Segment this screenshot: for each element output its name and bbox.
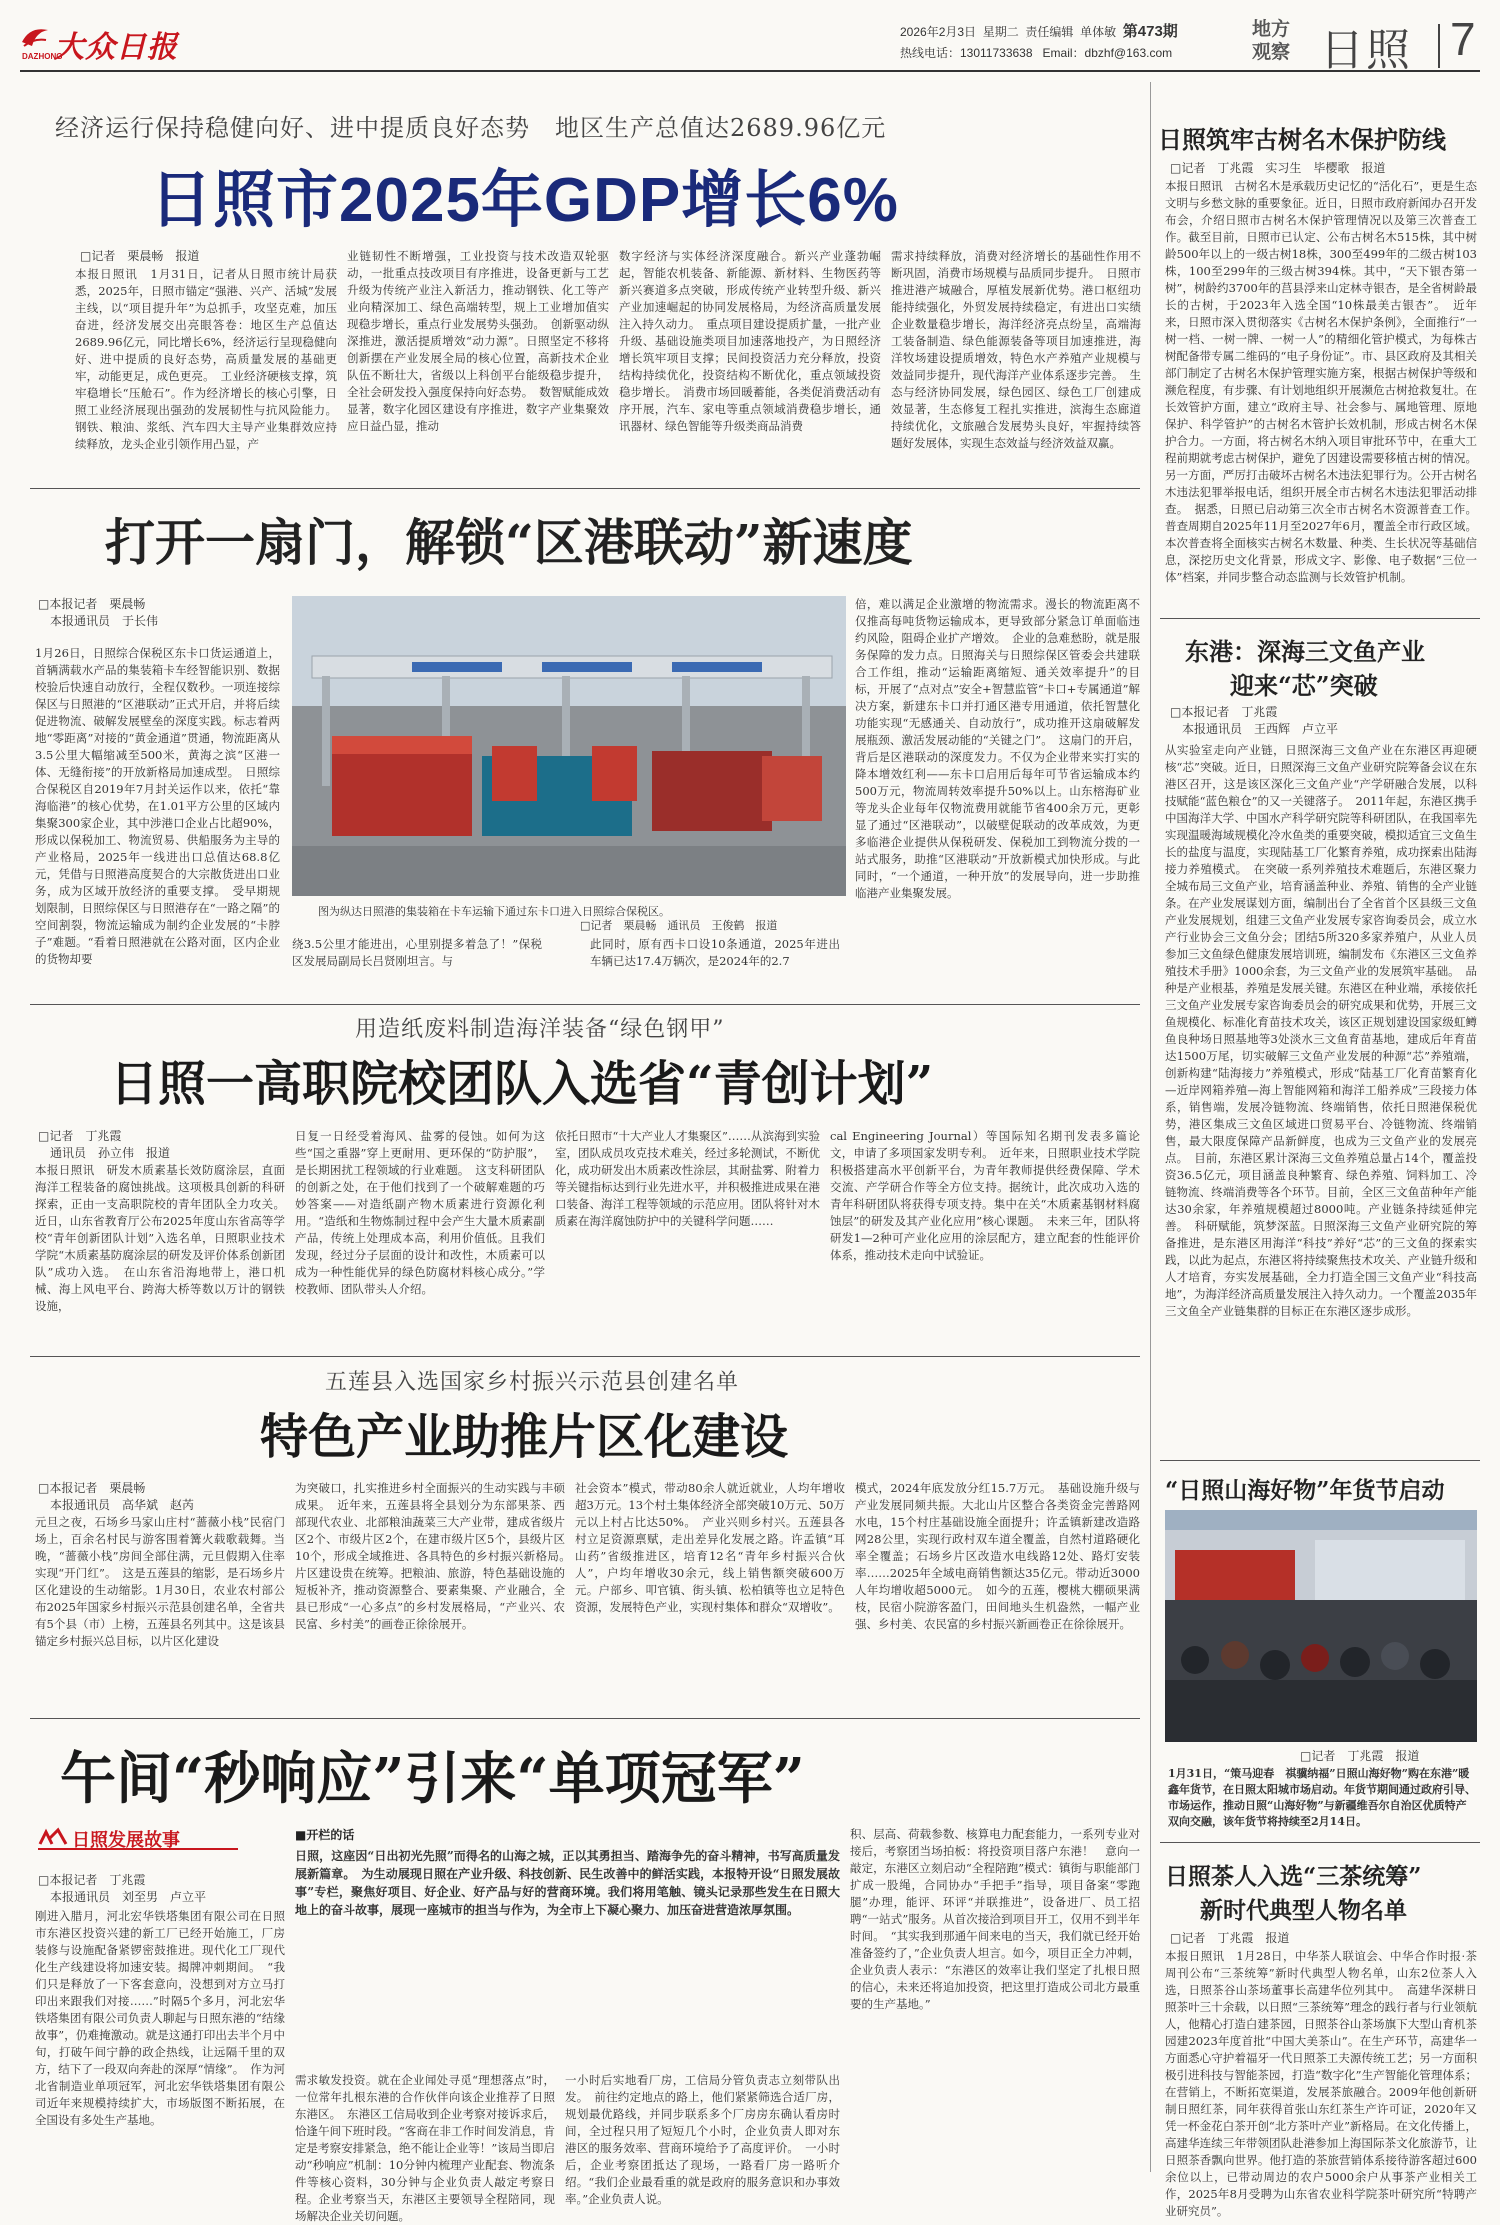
section-rule <box>30 1004 1140 1005</box>
article-body-col: 本报日照讯 研发木质素基长效防腐涂层，直面海洋工程装备的腐蚀挑战。这项极具创新的科研探索，正由一支高职院校的青年团队全力攻关。近日，山东省教育厅公布2025年度山东省高等学校“青年创新团队计划”入选名单，日照职业技术学院“木质素基防腐涂层的研发及评价体系创新团队”成功入选。 在山东省沿海地带上，港口机械、海上风电平台、跨海大桥等数以万计的钢铁设施， <box>35 1163 285 1313</box>
photo-new-year-fair <box>1165 1510 1477 1742</box>
article-body-col: 为突破口，扎实推进乡村全面振兴的生动实践与丰硕成果。 近年来，五莲县将全县划分为东部果茶、西部现代农业、北部粮油蔬菜三大产业带，建成省级片区2个、市级片区2个，在建市级片区5个，县级片区10个，形成全域推进、各具特色的乡村振兴新格局。 片区建设贵在统筹。把粮油、旅游，特色基础设施的短板补齐，推动资源整合、要素集聚、产业融合，全县已形成“一心多点”的乡村发展格局，“产业兴、农民富、乡村美”的画卷正徐徐展开。 <box>295 1481 577 1631</box>
article-body-col: 日复一日经受着海风、盐雾的侵蚀。如何为这些“国之重器”穿上更耐用、更环保的“防护服”，是长期困扰工程领域的行业难题。 这支科研团队的创新之处，在于他们找到了一个破解难题的巧妙答案——对造纸副产物木质素进行资源化利用。“造纸和生物炼制过程中会产生大量木质素副产品，传统上处理成本高，利用价值低。且我们发现，经过分子层面的设计和改性，木质素可以成为一种性能优异的绿色防腐材料核心成分。”学校教师、团队带头人介绍。 <box>295 1129 545 1296</box>
sidebar-byline: □本报记者 丁兆霞 本报通讯员 王西辉 卢立平 <box>1170 705 1339 736</box>
article-body-col: 1月26日，日照综合保税区东卡口货运通道上，首辆满载水产品的集装箱卡车经智能识别、数据校验后快速自动放行，全程仅数秒。一项连接综保区与日照港的“区港联动”正式开启，并将后续促进物流、破解发展壁垒的深度实践。标志着两地“零距离”对接的“黄金通道”贯通，物流距离从3.5公里大幅缩减至500米，黄海之滨“区港一体、无缝衔接”的开放新格局加速成型。 日照综合保税区自2019年7月封关运作以来，依托“靠海临港”的核心优势，在1.01平方公里的区域内集聚300家企业，其中涉港口企业占比超90%，形成以保税加工、物流贸易、供船服务为主导的产业格局，2025年一线进出口总值达68.8亿元，凭借与日照港高度契合的大宗散货进出口业务，成为区域开放经济的重要支撑。 受早期规划限制，日照综保区与日照港存在“一路之隔”的空间割裂，物流运输成为制约企业发展的“卡脖子”难题。“看着日照港就在公路对面，区内企业的货物却要 <box>35 646 280 966</box>
sidebar-headline: “日照山海好物”年货节启动 <box>1165 1477 1445 1504</box>
article-kicker: 经济运行保持稳健向好、进中提质良好态势 地区生产总值达2689.96亿元 <box>55 114 887 142</box>
new-year-fair-photo <box>1165 1510 1477 1742</box>
article-body-col: 元旦之夜，石场乡马家山庄村“蔷薇小栈”民宿门场上，百余名村民与游客围着篝火载歌载舞。当晚，“蔷薇小栈”房间全部住满，元旦假期入住率实现“开门红”。 这是五莲县的缩影，是石场乡片区化建设的生动缩影。1月30日，农业农村部公布2025年国家乡村振兴示范县创建名单，全省共有5个县（市）上榜，五莲县名列其中。这是该县锚定乡村振兴总目标，以片区化建设 <box>35 1515 285 1648</box>
sidebar-body: 本报日照讯 1月28日，中华茶人联谊会、中华合作时报·茶周刊公布“三茶统筹”新时代典型人物名单，山东2位茶人入选，日照茶谷山茶场董事长高建华位列其中。 高建华深耕日照茶叶三十余载，以日照“三茶统筹”理念的践行者与行业领航人，他精心打造白建茶园，日照茶谷山茶场旗下大型山育机茶园建2023年度首批“中国大美茶山”。在生产环节，高建华一方面悉心守护着福牙一代日照茶工夫源传统工艺；另一方面积极引进科技与智能茶园，打造“数字化”生产智能化管理体系；在营销上，不断拓宽渠道，发展茶旅融合。2009年他创新研制日照红茶，同年获得首张山东红茶生产许可证，2020年又凭一杯金花白茶开创“北方茶叶产业”新格局。在文化传播上，高建华连续三年带领团队赴港参加上海国际茶文化旅游节，让日照茶香飘向世界。他打造的茶旅营销体系接待游客超过600余位以上，已带动周边的农户5000余户从事茶产业相关工作，2025年8月受聘为山东省农业科学院茶叶研究所“特聘产业研究员”。 <box>1165 1949 1477 2218</box>
article-body-col: 一小时后实地看厂房，工信局分管负责志立刻带队出发。 前往约定地点的路上，他们紧紧筛选合适厂房，规划最优路线，并同步联系多个厂房房东确认看房时间，全过程只用了短短几个小时，企业负责人即对东港区的服务效率、营商环境给予了高度评价。 一小时后，企业考察团抵达了现场，一路看厂房一路听介绍。“我们企业最看重的就是政府的服务意识和办事效率。”企业负责人说。 <box>565 2073 840 2206</box>
article-body-col: 模式，2024年底发放分红15.7万元。 基础设施升级与产业发展同频共振。大北山片区整合各类资金完善路网水电，15个村庄基础设施全面提升；许孟镇新建改造路网28公里，实现行政村双车道全覆盖，自然村道路硬化率全覆盖；石场乡片区改造水电线路12处、路灯安装率……2025年全域电商销售额达35亿元。带动近3000人年均增收超5000元。 如今的五莲，樱桃大棚硕果满枝，民宿小院游客盈门，田间地头生机盎然，一幅产业强、乡村美、农民富的乡村振兴新画卷正在徐徐展开。 <box>855 1481 1140 1631</box>
editor-note-box: ■开栏的话 日照，这座因“日出初光先照”而得名的山海之城，正以其勇担当、踏海争先的奋斗精神，书写高质量发展新篇章。 为生动展现日照在产业升级、科技创新、民生改善中的鲜活实践，本报特开设“日照发展故事”专栏，聚焦好项目、好企业、好产品与好的营商环境。我们将用笔触、镜头记录那些发生在日照大地上的奋斗故事，展现一座城市的担当与作为，为全市上下凝心聚力、加压奋进营造浓厚氛围。 <box>295 1828 840 1917</box>
photo-caption: 图为纵达日照港的集装箱在卡车运输下通过东卡口进入日照综合保税区。 <box>318 905 670 918</box>
article-body-col: cal Engineering Journal）等国际知名期刊发表多篇论文，申请了多项国家发明专利。 近年来，日照职业技术学院积极搭建高水平创新平台，为青年教师提供经费保障、学术交流、产学研合作等全方位支持。据统计，此次成功入选的青年科研团队将获得专项支持。集中在关“木质素基钢材料腐蚀层”的研发及其产业化应用”核心课题。 未来三年，团队将研发1—2种可产业化应用的涂层配方，建立配套的性能评价体系，推动技术走向中试验证。 <box>830 1129 1140 1262</box>
article-headline: 日照市2025年GDP增长6% <box>150 166 899 235</box>
article-kicker: 用造纸废料制造海洋装备“绿色钢甲” <box>355 1017 725 1042</box>
article-byline: □本报记者 丁兆霞 本报通讯员 刘至男 卢立平 <box>38 1873 207 1904</box>
article-headline: 特色产业助推片区化建设 <box>260 1409 789 1465</box>
newspaper-logo: 大众日报 DAZHONG <box>20 20 180 66</box>
article-body-col: 需求敏发投资。就在企业闻处寻觅“理想落点”时，一位常年扎根东港的合作伙伴向该企业推荐了日照东港区。 东港区工信局收到企业考察对接诉求后，恰逢午间下班时段。“客商在非工作时间发消息，肯定是考察安排紧急，绝不能让企业等！”该局当即启动“秒响应”机制：10分钟内梳理产业配套、物流条件等核心资料，30分钟与企业负责人敲定考察日程。企业考察当天，东港区主要领导全程陪同，现场解决企业关切问题。 <box>295 2073 555 2223</box>
sidebar-body: 从实验室走向产业链，日照深海三文鱼产业在东港区再迎硬核“芯”突破。近日，日照深海三文鱼产业研究院筹备会议在东港区召开，这是该区深化三文鱼产业“产学研融合发展，以科技赋能“蓝色粮仓”的又一关键落子。 2011年起，东港区携手中国海洋大学、中国水产科学研究院等科研团队，在我国率先实现温暖海域规模化冷水鱼类的重要突破，模拟适宜三文鱼生长的盐度与温度，实现陆基工厂化繁育养殖，成功探索出陆海接力养殖模式。 在突破一系列养殖技术难题后，东港区聚力全城布局三文鱼产业，培育涵盖种业、养殖、销售的全产业链条。在产业发展谋划方面，编制出台了全省首个区县级三文鱼产业发展规划，组建三文鱼产业发展专家咨询委员会，成立水产行业协会三文鱼分会；团结5所320多家养殖户，从业人员参加三文鱼绿色健康发展培训班，编制发布《东港区三文鱼养殖技术手册》1000余套，为三文鱼产业的发展筑牢基础。 品种是产业根基，养殖是发展关键。东港区在种业端，承接依托三文鱼产业发展专家咨询委员会的研究成果和优势，开展三文鱼规模化、标准化育苗技术攻关，该区正规划建设国家级虹鳟鱼良种场日照基地等3处淡水三文鱼育苗基地，建成后年育苗达1500万尾，切实破解三文鱼产业发展的种源“芯”养殖端，创新构建“陆海接力”养殖模式，形成“陆基工厂化育苗繁育化—近岸网箱养殖—海上智能网箱和海洋工船养成”三段接力体系，销售端，发展冷链物流、终端销售，依托日照港保税优势，港区集成三文鱼区域进口贸易平台、冷链物流、终端销售，最大限度保障产品新鲜度，也成为三文鱼产业的发展亮点。 目前，东港区累计深海三文鱼养殖总量占14个，覆盖投资36.5亿元，项目涵盖良种繁育、绿色养殖、饲料加工、冷链物流、终端消费等各个环节。目前，全区三文鱼苗种年产能达30余家，年养殖规模超过8000吨。产业链条持续延伸完善。 科研赋能，筑梦深蓝。日照深海三文鱼产业研究院的筹备推进，是东港区用海洋“科技”养好“芯”的三文鱼的探索实践，以此为起点，东港区将持续聚焦技术攻关、产业链升级和人才培育，夯实发展基础，全力打造全国三文鱼产业“科技高地”，为海洋经济高质量发展注入持久动力。一个覆盖2035年三文鱼全产业链集群的目标正在东港区逐步成形。 <box>1165 743 1477 1318</box>
article-headline: 午间“秒响应”引来“单项冠军” <box>60 1746 805 1812</box>
article-body-col: 刚进入腊月，河北宏华铁塔集团有限公司在日照市东港区投资兴建的新工厂已经开始施工，厂房装修与设施配备紧锣密鼓推进。现代化工厂现代化生产线建设将加速安装。揭牌冲刺期间。 “我们只是释放了一下客套意向，没想到对方立马打印出来跟我们对接……”时隔5个多月，河北宏华铁塔集团有限公司负责人聊起与日照东港的“结缘故事”，仍难掩激动。就是这通打印出去半个月中旬，打破午间宁静的政企热线，让远隔千里的双方，结下了一段双向奔赴的深厚“情缘”。 作为河北省制造业单项冠军，河北宏华铁塔集团有限公司近年来规模持续扩大，市场版图不断拓展，在全国设有多处生产基地。 <box>35 1909 285 2127</box>
article-body-col: 绕3.5公里才能进出，心里别提多着急了！”保税区发展局副局长吕贤刚坦言。与 <box>292 937 542 968</box>
column-brand: 日照发展故事 <box>38 1826 238 1850</box>
article-body-col: 积、层高、荷载参数、核算电力配套能力，一系列专业对接后，考察团当场拍板：将投资项目落户东港！ 意向一敲定，东港区立刻启动“全程陪跑”模式：镇街与职能部门扩成一股绳，合同协办“手把手”指导，项目备案“零跑腿”办理，能评、环评“并联推进”，设备进厂、员工招聘“一站式”服务。从首次接洽到项目开工，仅用不到半年时间。 “其实我到那通午间来电的当天，我们就已经开始准备签约了，”企业负责人坦言。如今，项目正全力冲刺，企业负责人表示：“东港区的效率让我们坚定了扎根日照的信心，未来还将追加投资，把这里打造成公司北方最重要的生产基地。” <box>850 1827 1140 2011</box>
photo-port-gate <box>292 596 846 896</box>
article-kicker: 五莲县入选国家乡村振兴示范县创建名单 <box>325 1370 740 1395</box>
sidebar-headline: 日照茶人入选“三茶统筹” <box>1165 1863 1422 1890</box>
photo-credit: □记者 丁兆霞 报道 <box>1300 1749 1420 1763</box>
photo-caption: 1月31日，“策马迎春 祺骥纳福”日照山海好物”购在东港”暖鑫年货节，在日照太阳城市场启动。年货节期间通过政府引导、市场运作，推动日照“山海好物”与新疆维吾尔自治区优质特产双向交融，该年货节将持续至2月14日。 <box>1168 1767 1476 1828</box>
contact-info: 热线电话：13011733638 Email：dbzhf@163.com <box>900 46 1173 60</box>
section-city: 日照 <box>1320 25 1412 76</box>
article-byline: □记者 丁兆霞 通讯员 孙立伟 报道 <box>38 1129 171 1160</box>
article-body-col: 倍，难以满足企业激增的物流需求。漫长的物流距离不仅推高每吨货物运输成本，更导致部分紧急订单面临违约风险，阻碍企业扩产增效。 企业的急难愁盼，就是服务保障的发力点。日照海关与日照综保区管委会共建联合工作组，推动“运输距离缩短、通关效率提升”的目标，开展了“点对点”安全+智慧监管“卡口+专属通道”解决方案，新建东卡口并打通区港专用通道，依托智慧化功能实现“无感通关、自动放行”，成功推开这扇破解发展瓶颈、激活发展动能的“关键之门”。 这扇门的开启，背后是区港联动的深度发力。不仅为企业带来实打实的降本增效红利——东卡口启用后每年可节省运输成本约500万元，物流周转效率提升50%以上。山东榕海矿业等龙头企业每年仅物流费用就能节省400余万元，更彰显了通过“区港联动”，以破壁促联动的改革成效，为更多临港企业提供从保税研发、保税加工到物流分拨的一站式服务，助推“区港联动”开放新模式加快形成。与此同时，“一个通道，一种开放”的发展导向，进一步助推临港产业集聚发展。 <box>855 597 1140 900</box>
column-divider <box>1150 82 1151 2172</box>
article-body-col: 依托日照市“十大产业人才集聚区”……从滨海到实验室，团队成员攻克技术难关，经过多轮测试，不断优化，成功研发出木质素改性涂层，其耐盐雾、附着力等关键指标达到行业先进水平，并积极推进成果在港口装备、海洋工程等领域的示范应用。团队将针对木质素在海洋腐蚀防护中的关键科学问题…… <box>555 1129 820 1228</box>
article-byline: □记者 栗晨畅 报道 <box>80 249 200 263</box>
sidebar-byline: □记者 丁兆霞 实习生 毕樱歌 报道 <box>1170 161 1386 175</box>
article-byline: □本报记者 栗晨畅 本报通讯员 高华斌 赵芮 <box>38 1481 195 1512</box>
section-rule <box>1160 1460 1480 1461</box>
masthead-divider <box>1438 24 1440 68</box>
masthead <box>20 13 1480 76</box>
port-gate-photo <box>292 596 846 896</box>
sidebar-headline: 东港：深海三文鱼产业 <box>1185 637 1425 666</box>
section-rule <box>30 1718 1140 1719</box>
article-headline: 日照一高职院校团队入选省“青创计划” <box>110 1056 934 1112</box>
article-body-col: 需求持续释放，消费对经济增长的基础性作用不断巩固，消费市场规模与品质同步提升。 日照市推进港产城融合，厚植发展新优势。港口枢纽功能持续强化，外贸发展持续稳定，有进出口实绩企业数量稳步增长，海洋经济亮点纷呈，高端海工装备制造、绿色能源装备等项目加速推进，海洋牧场建设提质增效，特色水产养殖产业规模与效益同步提升，现代海洋产业体系逐步完善。 生态与经济协同发展，绿色园区、绿色工厂创建成效显著，生态修复工程扎实推进，滨海生态廊道持续优化，文旅融合发展势头良好，牢握持续答题好发展体，实现生态效益与经济效益双赢。 <box>891 249 1141 450</box>
brand-icon <box>38 1828 68 1848</box>
sidebar-body: 本报日照讯 古树名木是承载历史记忆的“活化石”，更是生态文明与乡愁文脉的重要象征。近日，日照市政府新闻办召开发布会，介绍日照市古树名木保护管理情况以及第三次普查工作。截至目前，日照市已认定、公布古树名木515株，其中树龄500年以上的一级古树18株，300至499年的二级古树103株，100至299年的三级古树394株。其中，“天下银杏第一树”，树龄约3700年的莒县浮来山定林寺银杏，是全省树龄最长的古树，于2023年入选全国“10株最美古银杏”。 近年来，日照市深入贯彻落实《古树名木保护条例》，全面推行“一树一档、一树一牌、一树一人”的精细化管护模式，为每株古树配备带专属二维码的“电子身份证”。市、县区政府及其相关部门制定了古树名木保护管理实施方案，根据古树保护等级和濒危程度，有步骤、有计划地组织开展濒危古树抢救复壮。在长效管护方面，建立“政府主导、社会参与、属地管理、原地保护、科学管护”的古树名木管护长效机制，形成古树名木保护合力。一方面，将古树名木纳入项目审批环节中，在重大工程前期就考虑古树保护，避免了因建设需要移植古树的情况。另一方面，严厉打击破坏古树名木违法犯罪行为。公开古树名木违法犯罪举报电话，组织开展全市古树名木违法犯罪活动排查。 据悉，日照已启动第三次全市古树名木资源普查工作。普查周期自2025年11月至2027年6月，覆盖全市行政区域。本次普查将全面核实古树名木数量、种类、生长状况等基础信息，深挖历史文化背景，形成文字、影像、电子数据“三位一体”档案，并同步整合动态监测与长效管护机制。 <box>1165 179 1477 584</box>
section-rule <box>30 488 1140 489</box>
section-rule <box>1160 618 1480 619</box>
section-rule <box>30 1356 1140 1357</box>
section-rule <box>1160 1842 1480 1843</box>
sidebar-headline: 日照筑牢古树名木保护防线 <box>1158 125 1446 154</box>
article-body-col: 社会资本”模式，带动80余人就近就业，人均年增收超3万元。13个村土集体经济全部突破10万元、50万元以上村占比达50%。 产业兴则乡村兴。五莲县各村立足资源禀赋，走出差异化发展之路。许孟镇“耳山药”省级推进区，培育12名“青年乡村振兴合伙人”，户均年增收30余元，线上销售额突破600万元。户部乡、叩官镇、街头镇、松柏镇等也立足特色资源，发展特色产业，实现村集体和群众“双增收”。 <box>575 1481 845 1614</box>
article-body-col: 数字经济与实体经济深度融合。新兴产业蓬勃崛起，智能农机装备、新能源、新材料、生物医药等新兴赛道多点突破，形成传统产业转型升级、新兴产业加速崛起的协同发展格局，为经济高质量发展注入持久动力。 重点项目建设提质扩量，一批产业升级、基础设施类项目加速落地投产，为日照经济增长筑牢项目支撑；民间投资活力充分释放，投资结构持续优化，投资结构不断优化，重点领域投资稳步增长。 消费市场回暖蓄能，各类促消费活动有序开展，汽车、家电等重点领域消费稳步增长，通讯器材、绿色智能等升级类商品消费 <box>619 249 881 433</box>
sidebar-headline: 迎来“芯”突破 <box>1230 671 1378 700</box>
article-body-col: 本报日照讯 1月31日，记者从日照市统计局获悉，2025年，日照市锚定“强港、兴产、活城”发展主线，以“项目提升年”为总抓手，攻坚克难，加压奋进，经济发展交出亮眼答卷：地区生产总值达2689.96亿元，同比增长6%，经济运行呈现稳健向好、进中提质的良好态势，高质量发展的基础更牢，动能更足，成色更亮。 工业经济硬核支撑，筑牢稳增长“压舱石”。作为经济增长的核心引擎，日照工业经济展现出强劲的发展韧性与抗风险能力。钢铁、粮油、浆纸、汽车四大主导产业集群效应持续释放，龙头企业引领作用凸显，产 <box>75 267 337 451</box>
photo-credit: □记者 栗晨畅 通讯员 王俊鹤 报道 <box>580 919 778 932</box>
page-number: 7 <box>1450 13 1476 65</box>
sidebar-headline: 新时代典型人物名单 <box>1200 1897 1407 1924</box>
article-byline: □本报记者 栗晨畅 本报通讯员 于长伟 <box>38 597 159 628</box>
article-headline: 打开一扇门，解锁“区港联动”新速度 <box>105 513 913 572</box>
article-body-col: 此同时，原有西卡口设10条通道，2025年进出车辆已达17.4万辆次，是2024年的2.7 <box>590 937 840 968</box>
section-tag: 地方观察 <box>1252 18 1291 63</box>
sidebar-byline: □记者 丁兆霞 报道 <box>1170 1931 1290 1945</box>
issue-info: 2026年2月3日 星期二 责任编辑 单体敏 第473期 <box>900 23 1178 40</box>
logo-mark-icon <box>20 24 50 50</box>
article-body-col: 业链韧性不断增强，工业投资与技术改造双轮驱动，一批重点技改项目有序推进，设备更新与工艺升级为传统产业注入新活力，推动钢铁、化工等产业向精深加工、绿色高端转型，规上工业增加值实现稳步增长，重点行业发展势头强劲。 创新驱动纵深推进，激活提质增效“动力源”。日照坚定不移将创新摆在产业发展全局的核心位置，高新技术企业队伍不断壮大，省级以上科创平台能级稳步提升，全社会研发投入强度保持向好态势。 数智赋能成效显著，数字化园区建设有序推进，数字产业集聚效应日益凸显，推动 <box>347 249 609 433</box>
